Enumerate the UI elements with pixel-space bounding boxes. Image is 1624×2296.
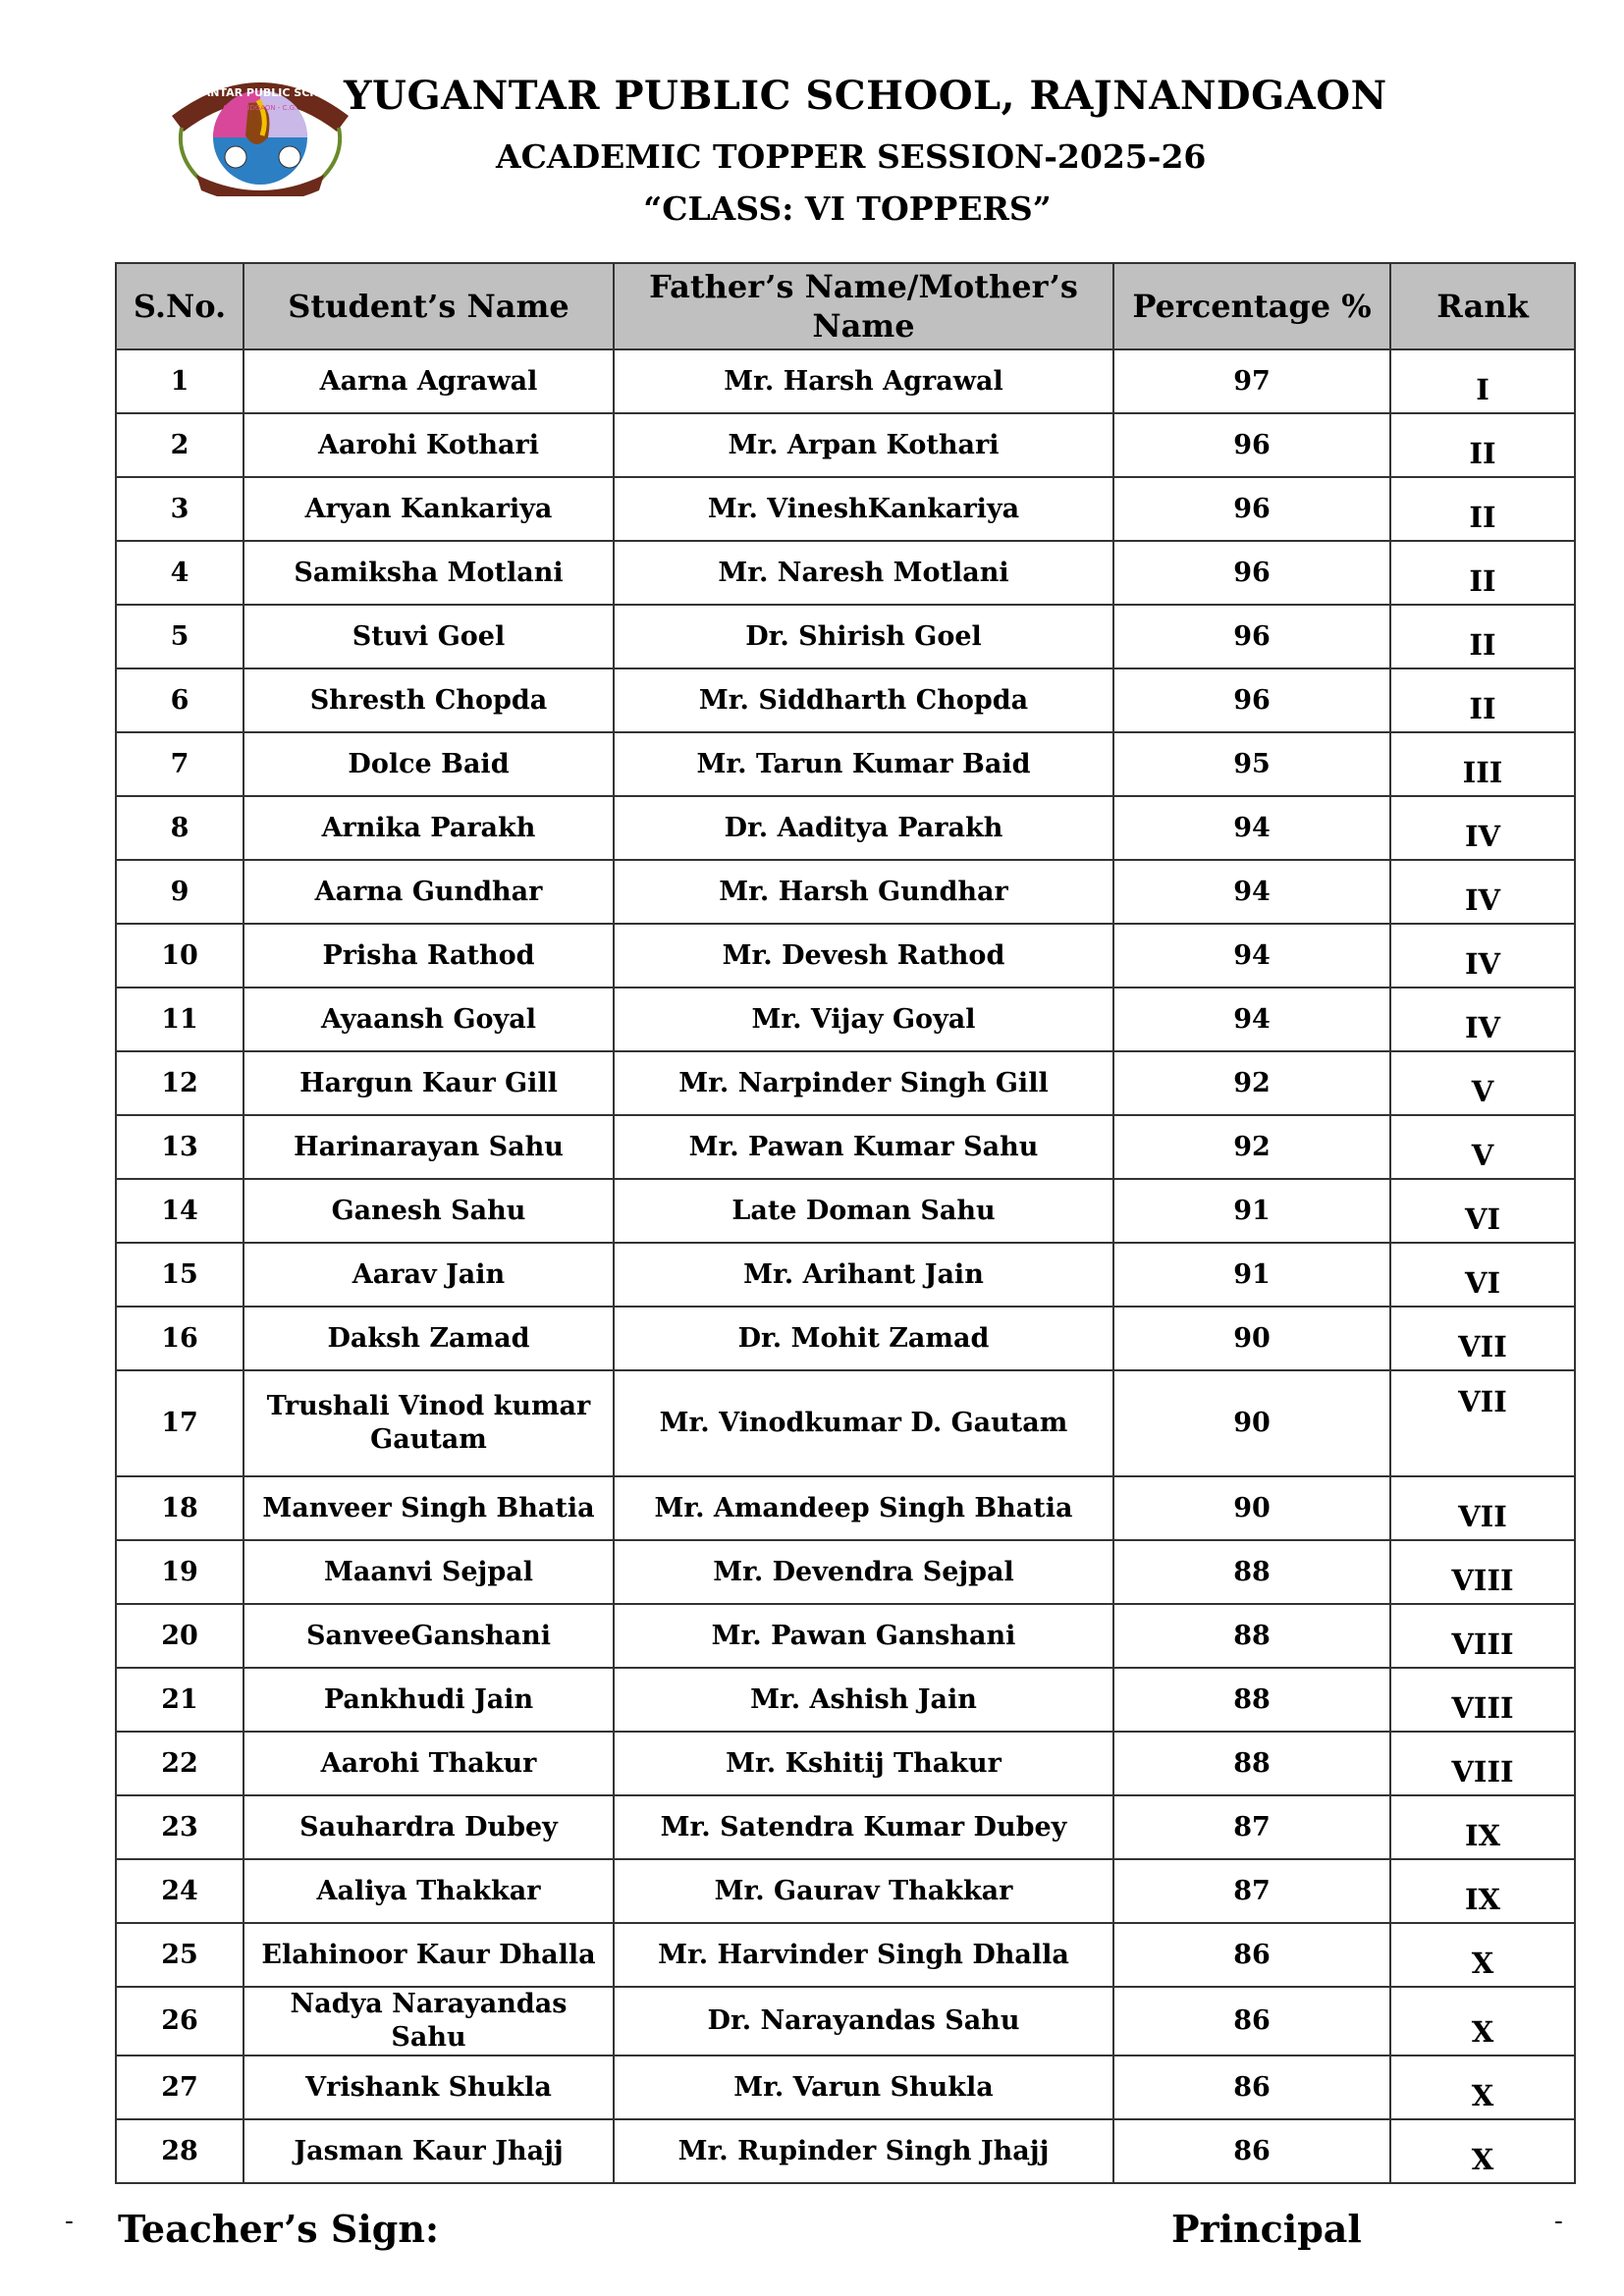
principal-label: Principal — [1171, 2207, 1362, 2251]
cell-parent-name: Mr. Rupinder Singh Jhajj — [614, 2119, 1113, 2183]
cell-percentage: 87 — [1113, 1859, 1390, 1923]
cell-sno: 7 — [116, 732, 244, 796]
table-row — [116, 1540, 1575, 1604]
cell-sno: 22 — [116, 1732, 244, 1795]
cell-student-name: Aarna Agrawal — [244, 349, 614, 413]
cell-percentage: 86 — [1113, 1987, 1390, 2056]
cell-parent-name: Mr. Amandeep Singh Bhatia — [614, 1476, 1113, 1540]
teacher-sign-label: Teacher’s Sign: — [118, 2207, 440, 2251]
cell-sno: 24 — [116, 1859, 244, 1923]
session-title: ACADEMIC TOPPER SESSION-2025-26 — [496, 137, 1207, 176]
cell-percentage: 96 — [1113, 668, 1390, 732]
cell-parent-name: Mr. Harsh Gundhar — [614, 860, 1113, 924]
cell-parent-name: Mr. Naresh Motlani — [614, 541, 1113, 605]
cell-percentage: 86 — [1113, 2056, 1390, 2119]
cell-rank: VIII — [1390, 1540, 1575, 1604]
cell-sno: 5 — [116, 605, 244, 668]
cell-sno: 25 — [116, 1923, 244, 1987]
cell-rank: VI — [1390, 1179, 1575, 1243]
cell-student-name: Ayaansh Goyal — [244, 988, 614, 1051]
cell-sno: 28 — [116, 2119, 244, 2183]
cell-parent-name: Mr. Gaurav Thakkar — [614, 1859, 1113, 1923]
cell-percentage: 86 — [1113, 2119, 1390, 2183]
cell-parent-name: Mr. Varun Shukla — [614, 2056, 1113, 2119]
class-title: “CLASS: VI TOPPERS” — [643, 189, 1052, 228]
cell-student-name: Aarav Jain — [244, 1243, 614, 1307]
cell-rank: IV — [1390, 796, 1575, 860]
table-row — [116, 1987, 1575, 2056]
table-row — [116, 1476, 1575, 1540]
cell-percentage: 96 — [1113, 541, 1390, 605]
cell-percentage: 91 — [1113, 1243, 1390, 1307]
cell-percentage: 95 — [1113, 732, 1390, 796]
school-name: YUGANTAR PUBLIC SCHOOL, RAJNANDGAON — [344, 73, 1387, 119]
table-row — [116, 860, 1575, 924]
cell-student-name: Jasman Kaur Jhajj — [244, 2119, 614, 2183]
cell-rank: X — [1390, 2056, 1575, 2119]
cell-rank: VI — [1390, 1243, 1575, 1307]
col-header-percent: Percentage % — [1113, 263, 1390, 349]
cell-percentage: 90 — [1113, 1370, 1390, 1476]
svg-text:RAJNANDGAON - C.G.: RAJNANDGAON - C.G. — [223, 104, 298, 112]
cell-percentage: 88 — [1113, 1540, 1390, 1604]
cell-parent-name: Mr. Siddharth Chopda — [614, 668, 1113, 732]
cell-parent-name: Late Doman Sahu — [614, 1179, 1113, 1243]
cell-parent-name: Mr. Arpan Kothari — [614, 413, 1113, 477]
cell-sno: 14 — [116, 1179, 244, 1243]
table-row — [116, 1243, 1575, 1307]
cell-parent-name: Mr. Pawan Ganshani — [614, 1604, 1113, 1668]
table-row — [116, 1859, 1575, 1923]
table-row — [116, 1179, 1575, 1243]
cell-percentage: 92 — [1113, 1115, 1390, 1179]
table-row — [116, 541, 1575, 605]
cell-student-name: Prisha Rathod — [244, 924, 614, 988]
cell-sno: 17 — [116, 1370, 244, 1476]
footer-dash-left: - — [65, 2207, 74, 2236]
cell-sno: 4 — [116, 541, 244, 605]
cell-student-name: Aaliya Thakkar — [244, 1859, 614, 1923]
cell-parent-name: Dr. Shirish Goel — [614, 605, 1113, 668]
cell-parent-name: Mr. VineshKankariya — [614, 477, 1113, 541]
toppers-table — [115, 262, 1576, 2184]
table-row — [116, 1115, 1575, 1179]
cell-rank: IX — [1390, 1859, 1575, 1923]
col-header-sno: S.No. — [116, 263, 244, 349]
cell-parent-name: Mr. Vinodkumar D. Gautam — [614, 1370, 1113, 1476]
table-row — [116, 1604, 1575, 1668]
cell-sno: 18 — [116, 1476, 244, 1540]
table-row — [116, 1307, 1575, 1370]
table-row — [116, 668, 1575, 732]
cell-percentage: 96 — [1113, 477, 1390, 541]
table-row — [116, 1923, 1575, 1987]
cell-sno: 26 — [116, 1987, 244, 2056]
footer-dash-right: - — [1554, 2207, 1563, 2236]
cell-rank: IV — [1390, 924, 1575, 988]
table-row — [116, 413, 1575, 477]
cell-percentage: 94 — [1113, 796, 1390, 860]
cell-rank: II — [1390, 541, 1575, 605]
cell-student-name: Pankhudi Jain — [244, 1668, 614, 1732]
cell-percentage: 87 — [1113, 1795, 1390, 1859]
table-row — [116, 1795, 1575, 1859]
cell-percentage: 88 — [1113, 1668, 1390, 1732]
table-row — [116, 349, 1575, 413]
cell-percentage: 96 — [1113, 413, 1390, 477]
cell-parent-name: Mr. Tarun Kumar Baid — [614, 732, 1113, 796]
table-row — [116, 1732, 1575, 1795]
cell-sno: 15 — [116, 1243, 244, 1307]
cell-parent-name: Mr. Pawan Kumar Sahu — [614, 1115, 1113, 1179]
cell-student-name: Maanvi Sejpal — [244, 1540, 614, 1604]
cell-parent-name: Dr. Aaditya Parakh — [614, 796, 1113, 860]
table-row — [116, 2056, 1575, 2119]
cell-student-name: Vrishank Shukla — [244, 2056, 614, 2119]
cell-parent-name: Mr. Kshitij Thakur — [614, 1732, 1113, 1795]
cell-sno: 1 — [116, 349, 244, 413]
cell-rank: V — [1390, 1051, 1575, 1115]
cell-parent-name: Mr. Harvinder Singh Dhalla — [614, 1923, 1113, 1987]
cell-rank: X — [1390, 2119, 1575, 2183]
cell-student-name: SanveeGanshani — [244, 1604, 614, 1668]
cell-parent-name: Mr. Harsh Agrawal — [614, 349, 1113, 413]
cell-rank: VII — [1390, 1476, 1575, 1540]
cell-percentage: 96 — [1113, 605, 1390, 668]
cell-percentage: 90 — [1113, 1307, 1390, 1370]
cell-parent-name: Mr. Vijay Goyal — [614, 988, 1113, 1051]
table-row — [116, 477, 1575, 541]
cell-sno: 8 — [116, 796, 244, 860]
col-header-student: Student’s Name — [244, 263, 614, 349]
cell-rank: V — [1390, 1115, 1575, 1179]
cell-student-name: Harinarayan Sahu — [244, 1115, 614, 1179]
cell-rank: VII — [1390, 1307, 1575, 1370]
cell-student-name: Samiksha Motlani — [244, 541, 614, 605]
cell-student-name: Manveer Singh Bhatia — [244, 1476, 614, 1540]
svg-text:YUGANTAR PUBLIC SCHOOL: YUGANTAR PUBLIC SCHOOL — [176, 86, 345, 99]
cell-rank: VIII — [1390, 1732, 1575, 1795]
cell-rank: II — [1390, 477, 1575, 541]
table-row — [116, 988, 1575, 1051]
cell-rank: I — [1390, 349, 1575, 413]
cell-student-name: Ganesh Sahu — [244, 1179, 614, 1243]
col-header-parent: Father’s Name/Mother’s Name — [614, 263, 1113, 349]
cell-student-name: Aarna Gundhar — [244, 860, 614, 924]
cell-sno: 19 — [116, 1540, 244, 1604]
cell-parent-name: Dr. Mohit Zamad — [614, 1307, 1113, 1370]
cell-student-name: Aryan Kankariya — [244, 477, 614, 541]
table-row — [116, 1668, 1575, 1732]
cell-sno: 9 — [116, 860, 244, 924]
table-row — [116, 1370, 1575, 1476]
cell-student-name: Shresth Chopda — [244, 668, 614, 732]
table-header-row — [116, 263, 1575, 349]
cell-sno: 2 — [116, 413, 244, 477]
cell-percentage: 90 — [1113, 1476, 1390, 1540]
cell-rank: X — [1390, 1923, 1575, 1987]
school-logo — [152, 59, 368, 196]
cell-sno: 23 — [116, 1795, 244, 1859]
cell-rank: IV — [1390, 988, 1575, 1051]
cell-rank: II — [1390, 605, 1575, 668]
cell-student-name: Arnika Parakh — [244, 796, 614, 860]
cell-percentage: 94 — [1113, 860, 1390, 924]
cell-sno: 13 — [116, 1115, 244, 1179]
table-row — [116, 605, 1575, 668]
cell-rank: IX — [1390, 1795, 1575, 1859]
cell-student-name: Trushali Vinod kumar Gautam — [244, 1370, 614, 1476]
cell-parent-name: Mr. Arihant Jain — [614, 1243, 1113, 1307]
cell-parent-name: Mr. Narpinder Singh Gill — [614, 1051, 1113, 1115]
cell-percentage: 91 — [1113, 1179, 1390, 1243]
cell-student-name: Sauhardra Dubey — [244, 1795, 614, 1859]
cell-student-name: Daksh Zamad — [244, 1307, 614, 1370]
cell-sno: 6 — [116, 668, 244, 732]
cell-student-name: Hargun Kaur Gill — [244, 1051, 614, 1115]
cell-student-name: Aarohi Thakur — [244, 1732, 614, 1795]
cell-sno: 3 — [116, 477, 244, 541]
cell-percentage: 88 — [1113, 1604, 1390, 1668]
cell-parent-name: Dr. Narayandas Sahu — [614, 1987, 1113, 2056]
cell-percentage: 97 — [1113, 349, 1390, 413]
cell-student-name: Elahinoor Kaur Dhalla — [244, 1923, 614, 1987]
table-row — [116, 796, 1575, 860]
cell-sno: 11 — [116, 988, 244, 1051]
cell-percentage: 88 — [1113, 1732, 1390, 1795]
cell-percentage: 94 — [1113, 988, 1390, 1051]
cell-rank: IV — [1390, 860, 1575, 924]
cell-parent-name: Mr. Satendra Kumar Dubey — [614, 1795, 1113, 1859]
table-row — [116, 1051, 1575, 1115]
cell-rank: II — [1390, 668, 1575, 732]
cell-rank: III — [1390, 732, 1575, 796]
cell-rank: X — [1390, 1987, 1575, 2056]
cell-student-name: Nadya Narayandas Sahu — [244, 1987, 614, 2056]
cell-rank: VIII — [1390, 1668, 1575, 1732]
cell-rank: II — [1390, 413, 1575, 477]
col-header-rank: Rank — [1390, 263, 1575, 349]
cell-sno: 20 — [116, 1604, 244, 1668]
cell-sno: 16 — [116, 1307, 244, 1370]
table-row — [116, 732, 1575, 796]
cell-rank: VIII — [1390, 1604, 1575, 1668]
cell-percentage: 86 — [1113, 1923, 1390, 1987]
table-row — [116, 924, 1575, 988]
cell-rank: VII — [1390, 1370, 1575, 1476]
cell-percentage: 92 — [1113, 1051, 1390, 1115]
cell-parent-name: Mr. Devendra Sejpal — [614, 1540, 1113, 1604]
cell-sno: 12 — [116, 1051, 244, 1115]
table-row — [116, 2119, 1575, 2183]
cell-sno: 21 — [116, 1668, 244, 1732]
cell-sno: 10 — [116, 924, 244, 988]
cell-parent-name: Mr. Devesh Rathod — [614, 924, 1113, 988]
cell-student-name: Aarohi Kothari — [244, 413, 614, 477]
cell-sno: 27 — [116, 2056, 244, 2119]
cell-student-name: Stuvi Goel — [244, 605, 614, 668]
cell-percentage: 94 — [1113, 924, 1390, 988]
cell-student-name: Dolce Baid — [244, 732, 614, 796]
cell-parent-name: Mr. Ashish Jain — [614, 1668, 1113, 1732]
